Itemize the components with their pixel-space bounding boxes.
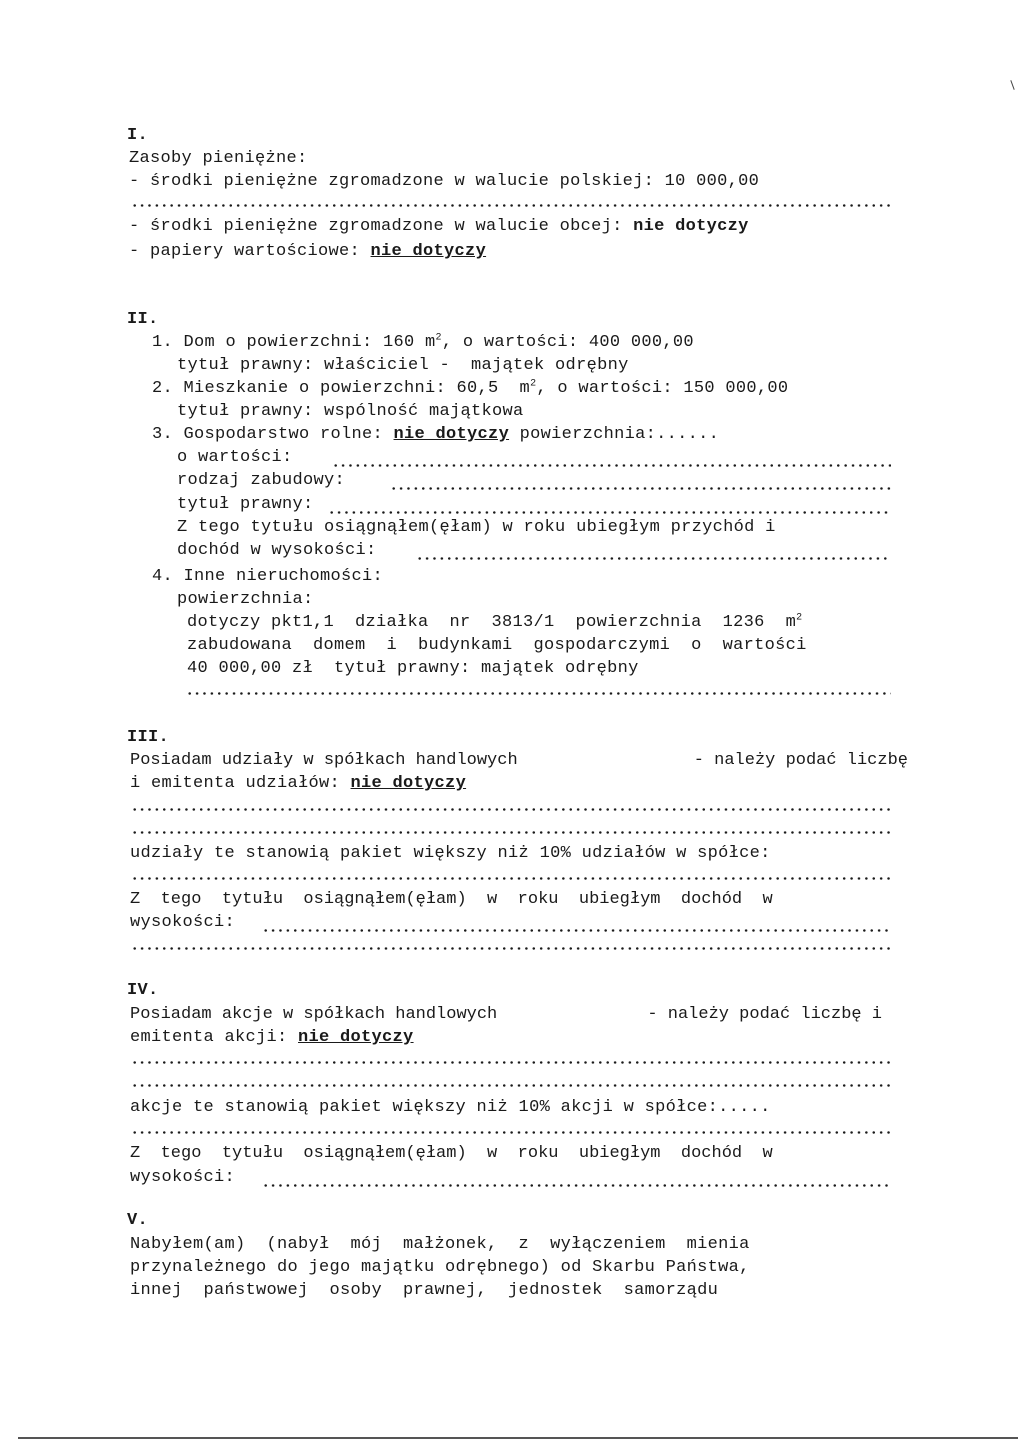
section-1-title: Zasoby pieniężne: <box>129 149 308 168</box>
plot-buildings-line: zabudowana domem i budynkami gospodarczymi o wartości <box>187 636 807 655</box>
dotted-fill <box>131 808 891 811</box>
stocks-income-amount-line: wysokości: <box>130 1168 236 1187</box>
other-property-line: 4. Inne nieruchomości: <box>152 567 384 586</box>
cash-pln-line: - środki pieniężne zgromadzone w walucie polskiej: 10 000,00 <box>129 172 760 191</box>
shares-income-amount-line: wysokości: <box>130 913 236 932</box>
not-applicable: nie dotyczy <box>298 1028 414 1047</box>
shares-package-line: udziały te stanowią pakiet większy niż 10% udziałów w spółce: <box>130 844 771 863</box>
dotted-fill <box>131 1061 891 1064</box>
farm-title-line: tytuł prawny: <box>177 495 314 514</box>
dotted-fill <box>186 692 891 695</box>
stocks-line: Posiadam akcje w spółkach handlowych - należy podać liczbę i <box>130 1005 882 1024</box>
plot-title-line: 40 000,00 zł tytuł prawny: majątek odrębny <box>187 659 639 678</box>
farm-line: 3. Gospodarstwo rolne: nie dotyczy powierzchnia:...... <box>152 425 720 444</box>
section-2-heading: II. <box>127 310 159 329</box>
section-1-heading: I. <box>127 126 149 145</box>
dotted-fill <box>131 1084 891 1087</box>
page-bottom-edge <box>18 1437 1018 1439</box>
dotted-fill <box>131 204 891 207</box>
house-line: 1. Dom o powierzchni: 160 $m^2$, o wartości: 400 000,00 <box>152 332 694 352</box>
plot-line: dotyczy pkt1,1 działka nr 3813/1 powierzchnia 1236 $m^2$ <box>187 612 803 632</box>
farm-buildings-line: rodzaj zabudowy: <box>177 471 346 490</box>
scan-mark <box>1010 80 1014 90</box>
securities-line: - papiery wartościowe: nie dotyczy <box>129 242 487 261</box>
cash-foreign-line: - środki pieniężne zgromadzone w walucie obcej: nie dotyczy <box>129 217 749 236</box>
acquired-line: przynależnego do jego majątku odrębnego) od Skarbu Państwa, <box>130 1258 750 1277</box>
stocks-package-line: akcje te stanowią pakiet większy niż 10% akcji w spółce:..... <box>130 1098 771 1117</box>
stocks-income-line: Z tego tytułu osiągnąłem(ęłam) w roku ubiegłym dochód w <box>130 1144 773 1163</box>
dotted-fill <box>390 487 891 490</box>
not-applicable: nie dotyczy <box>370 242 487 261</box>
not-applicable: nie dotyczy <box>633 217 749 236</box>
acquired-line: innej państwowej osoby prawnej, jednostek samorządu <box>130 1281 719 1300</box>
dotted-fill <box>328 511 891 514</box>
dotted-fill <box>131 831 891 834</box>
dotted-fill <box>131 877 891 880</box>
shares-issuer-line: i emitenta udziałów: nie dotyczy <box>130 774 467 793</box>
not-applicable: nie dotyczy <box>393 425 510 444</box>
shares-income-line: Z tego tytułu osiągnąłem(ęłam) w roku ubiegłym dochód w <box>130 890 773 909</box>
apartment-title-line: tytuł prawny: wspólność majątkowa <box>177 402 524 421</box>
dotted-fill <box>416 557 891 560</box>
dotted-fill <box>131 1131 891 1134</box>
farm-value-line: o wartości: <box>177 448 293 467</box>
dotted-fill <box>262 1184 891 1187</box>
stocks-issuer-line: emitenta akcji: nie dotyczy <box>130 1028 414 1047</box>
not-applicable: nie dotyczy <box>350 774 467 793</box>
farm-income-line: Z tego tytułu osiągnąłem(ęłam) w roku ubiegłym przychód i <box>177 518 776 537</box>
dotted-fill <box>262 929 891 932</box>
apartment-line: 2. Mieszkanie o powierzchni: 60,5 $m^2$, o wartości: 150 000,00 <box>152 378 789 398</box>
dotted-fill <box>131 947 891 950</box>
house-title-line: tytuł prawny: właściciel - majątek odrębny <box>177 356 629 375</box>
section-5-heading: V. <box>127 1211 149 1230</box>
farm-income-amount-line: dochód w wysokości: <box>177 541 377 560</box>
section-4-heading: IV. <box>127 981 159 1000</box>
acquired-line: Nabyłem(am) (nabył mój małżonek, z wyłączeniem mienia <box>130 1235 750 1254</box>
dotted-fill <box>332 464 891 467</box>
other-area-line: powierzchnia: <box>177 590 314 609</box>
shares-line: Posiadam udziały w spółkach handlowych - należy podać liczbę <box>130 751 908 770</box>
section-3-heading: III. <box>127 728 170 747</box>
